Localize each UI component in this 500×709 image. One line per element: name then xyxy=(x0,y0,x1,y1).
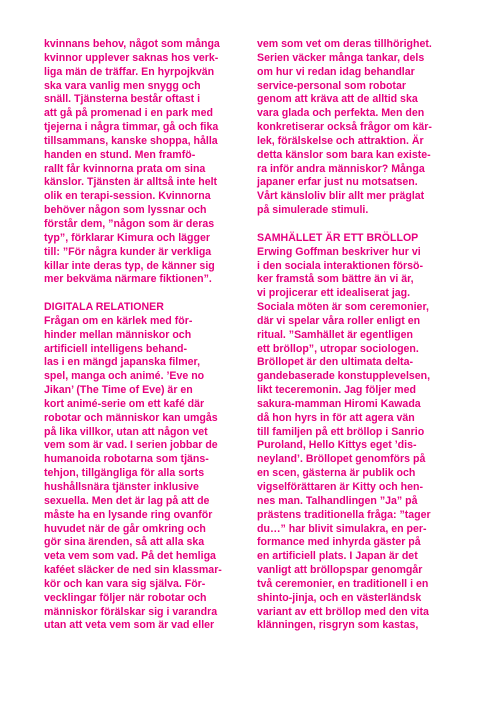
text-line: hinder mellan människor och xyxy=(44,328,192,341)
text-line: måste ha en lysande ring ovanför xyxy=(44,508,213,521)
paragraph-gap xyxy=(257,218,457,232)
text-line: humanoida robotarna som tjäns- xyxy=(44,453,209,466)
text-line: ett bröllop”, utropar sociologen. xyxy=(257,342,419,355)
text-line: till: ”För några kunder är verkliga xyxy=(44,245,212,258)
text-line: på simulerade stimuli. xyxy=(257,204,369,217)
text-line: ra inför andra människor? Många xyxy=(257,162,425,175)
text-line: ritual. ”Samhället är egentligen xyxy=(257,328,414,341)
text-line: vecklingar följer när robotar och xyxy=(44,591,207,604)
text-line: vara glada och perfekta. Men den xyxy=(257,107,425,120)
text-line: liga män de träffar. En hyrpojkvän xyxy=(44,65,215,78)
text-line: om hur vi redan idag behandlar xyxy=(257,65,415,78)
text-line: en artificiell plats. I Japan är det xyxy=(257,550,418,563)
text-line: en scen, gästerna är publik och xyxy=(257,467,416,480)
left-paragraph-2 xyxy=(44,315,244,633)
text-line: ska vara vanlig men snygg och xyxy=(44,79,201,92)
text-line: två ceremonier, en traditionell i en xyxy=(257,577,429,590)
text-line: handen en stund. Men framfö- xyxy=(44,148,196,161)
text-line: rallt får kvinnorna prata om sina xyxy=(44,162,206,175)
right-column xyxy=(257,38,457,633)
text-line: shinto-jinja, och en västerländsk xyxy=(257,591,422,604)
text-line: neyland’. Bröllopet genomförs på xyxy=(257,453,426,466)
text-line: kvinnor upplever saknas hos verk- xyxy=(44,51,219,64)
text-line: sakura-mamman Hiromi Kawada xyxy=(257,397,421,410)
text-line: kaféet släcker de ned sin klassmar- xyxy=(44,564,222,577)
text-line: variant av ett bröllop med den vita xyxy=(257,605,429,618)
text-line: nes man. Talhandlingen ”Ja” på xyxy=(257,494,418,507)
text-line: gandebaserade konstupplevelsen, xyxy=(257,370,431,383)
text-line: spel, manga och animé. ’Eve no xyxy=(44,370,205,383)
text-line: formance med inhyrda gäster på xyxy=(257,536,421,549)
text-line: snäll. Tjänsterna består oftast i xyxy=(44,93,201,106)
text-line: sexuella. Men det är lag på att de xyxy=(44,494,210,507)
right-paragraph-2 xyxy=(257,246,457,634)
text-line: detta känslor som bara kan existe- xyxy=(257,148,431,161)
text-line: typ”, förklarar Kimura och lägger xyxy=(44,231,211,244)
text-line: Puroland, Hello Kittys eget ’dis- xyxy=(257,439,417,452)
text-line: ker framstå som bättre än vi är, xyxy=(257,273,414,286)
text-line: till familjen på ett bröllop i Sanrio xyxy=(257,425,425,438)
text-line: Bröllopet är den ultimata delta- xyxy=(257,356,413,369)
text-line: vi projicerar ett idealiserat jag. xyxy=(257,287,411,300)
text-line: artificiell intelligens behand- xyxy=(44,342,188,355)
text-line: tillsammans, kanske shoppa, hålla xyxy=(44,134,218,147)
text-line: behöver någon som lyssnar och xyxy=(44,204,207,217)
text-line: japaner erfar just nu motsatsen. xyxy=(257,176,418,189)
text-line: vem som är vad. I serien jobbar de xyxy=(44,439,218,452)
text-line: Frågan om en kärlek med för- xyxy=(44,314,193,327)
text-line: kör och kan vara sig själva. För- xyxy=(44,577,206,590)
text-line: service-personal som robotar xyxy=(257,79,406,92)
left-column xyxy=(44,38,244,633)
section-heading-digitala-relationer: DIGITALA RELATIONER xyxy=(44,301,164,314)
left-paragraph-1 xyxy=(44,38,244,287)
text-line: där vi spelar våra roller enligt en xyxy=(257,314,421,327)
text-line: vigselförättaren är Kitty och hen- xyxy=(257,481,424,493)
text-line: i den sociala interaktionen försö- xyxy=(257,259,424,272)
text-line: känslor. Tjänsten är alltså inte helt xyxy=(44,176,218,189)
text-line: robotar och människor kan umgås xyxy=(44,411,218,424)
text-line: kort animé-serie om ett kafé där xyxy=(44,397,205,410)
text-line: att gå på promenad i en park med xyxy=(44,107,213,120)
text-line: veta vem som vad. På det hemliga xyxy=(44,550,216,563)
text-line: tehjon, tillgängliga för alla sorts xyxy=(44,467,205,480)
text-line: klänningen, risgryn som kastas, xyxy=(257,619,419,632)
text-line: förstår dem, ”någon som är deras xyxy=(44,217,215,230)
text-line: huvudet när de går omkring och xyxy=(44,522,206,535)
text-line: då hon hyrs in för att agera vän xyxy=(257,411,415,424)
text-line: vem som vet om deras tillhörighet. xyxy=(257,38,432,50)
text-line: du…” har blivit simulakra, en per- xyxy=(257,522,427,535)
text-line: konkretiserar också frågor om kär- xyxy=(257,121,432,134)
text-line: prästens traditionella fråga: ”tager xyxy=(257,508,431,521)
text-line: Jikan’ (The Time of Eve) är en xyxy=(44,384,193,397)
text-line: gör sina ärenden, så att alla ska xyxy=(44,536,205,549)
text-line: Vårt känsloliv blir allt mer präglat xyxy=(257,190,425,203)
text-line: killar inte deras typ, de känner sig xyxy=(44,259,215,272)
paragraph-gap xyxy=(44,287,244,301)
text-line: mer bekväma närmare fiktionen”. xyxy=(44,273,212,286)
text-line: Erwing Goffman beskriver hur vi xyxy=(257,245,421,258)
text-line: kvinnans behov, något som många xyxy=(44,38,220,50)
text-line: likt teceremonin. Jag följer med xyxy=(257,384,416,397)
text-line: vanligt att bröllopspar genomgår xyxy=(257,564,423,577)
text-line: hushållsnära tjänster inklusive xyxy=(44,481,199,493)
text-line: på lika villkor, utan att någon vet xyxy=(44,425,208,438)
section-heading-samhallet-ar-ett-brollop: SAMHÄLLET ÄR ETT BRÖLLOP xyxy=(257,231,419,244)
right-paragraph-1 xyxy=(257,38,457,218)
text-line: genom att kräva att de alltid ska xyxy=(257,93,418,106)
text-line: människor förälskar sig i varandra xyxy=(44,605,218,618)
text-line: lek, förälskelse och attraktion. Är xyxy=(257,134,424,147)
text-line: las i en mängd japanska filmer, xyxy=(44,356,201,369)
text-line: olik en terapi-session. Kvinnorna xyxy=(44,190,211,203)
text-line: Serien väcker många tankar, dels xyxy=(257,51,425,64)
text-line: utan att veta vem som är vad eller xyxy=(44,619,215,632)
text-line: tjejerna i några timmar, gå och fika xyxy=(44,121,219,134)
text-line: Sociala möten är som ceremonier, xyxy=(257,301,429,314)
